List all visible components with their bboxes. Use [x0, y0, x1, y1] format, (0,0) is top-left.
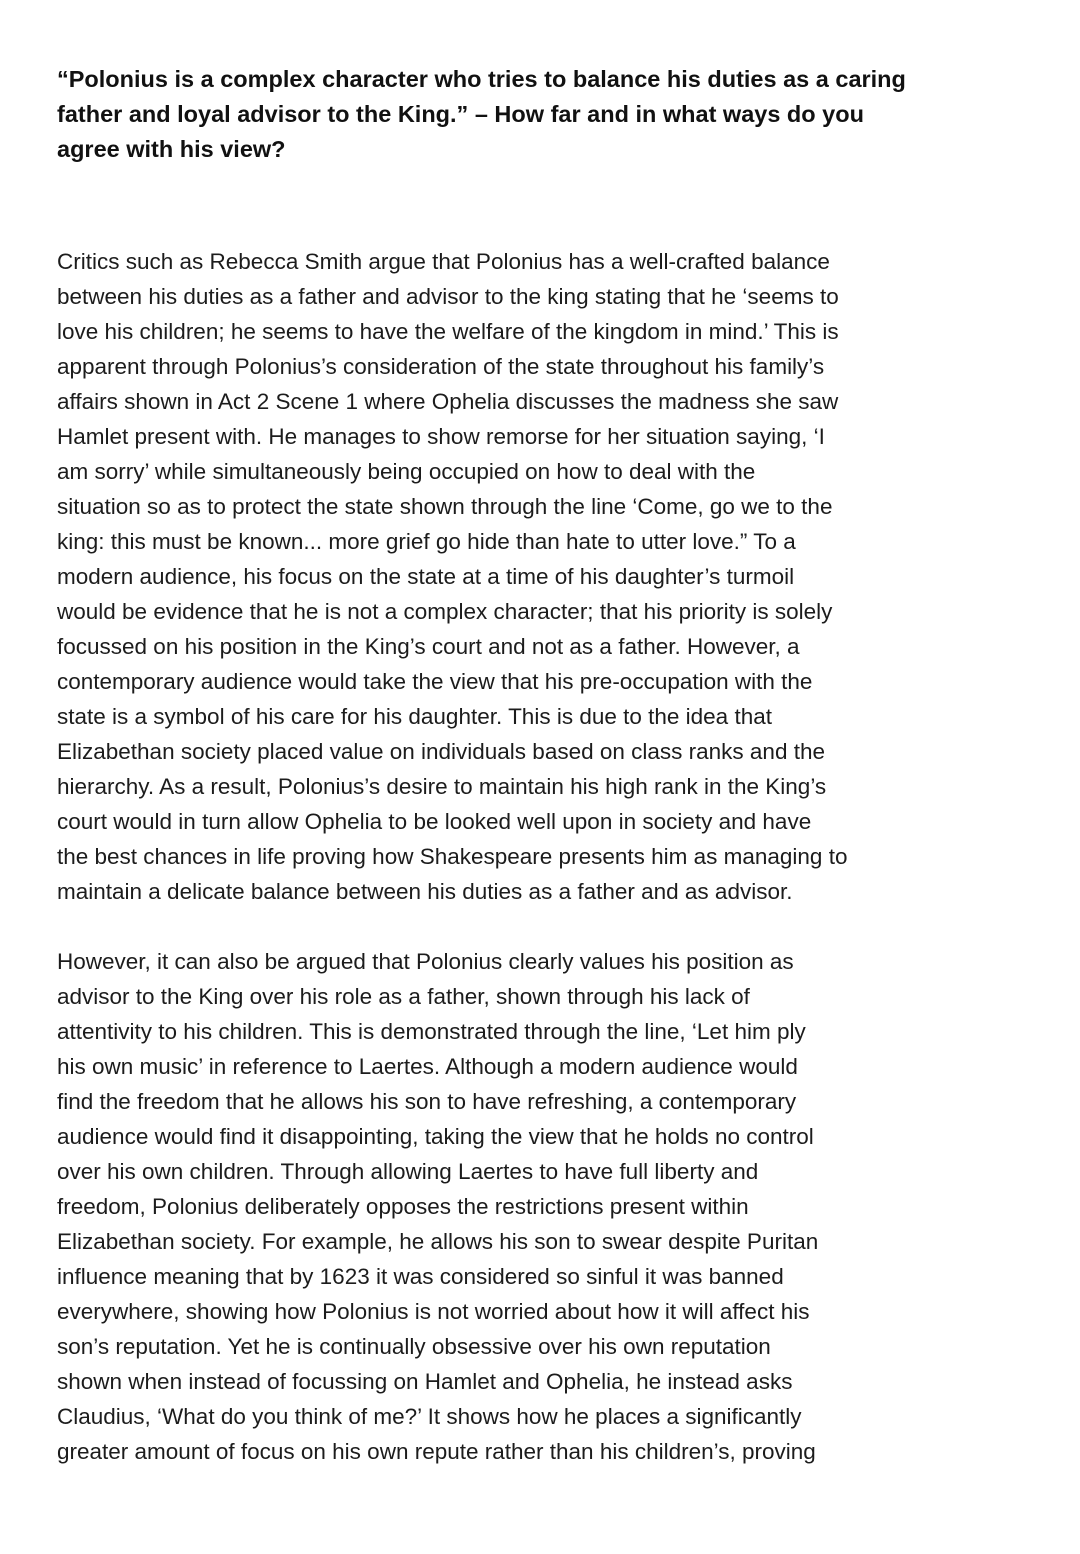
paragraph-line: hierarchy. As a result, Polonius’s desire to maintain his high rank in the King’s — [57, 774, 827, 799]
paragraph-line: shown when instead of focussing on Hamlet and Ophelia, he instead asks — [57, 1369, 793, 1394]
paragraph-line: the best chances in life proving how Shakespeare presents him as managing to — [57, 844, 848, 869]
paragraph-line: Claudius, ‘What do you think of me?’ It shows how he places a significantly — [57, 1404, 802, 1429]
paragraph-line: contemporary audience would take the view that his pre-occupation with the — [57, 669, 813, 694]
paragraph-line: am sorry’ while simultaneously being occupied on how to deal with the — [57, 459, 756, 484]
paragraph-line: situation so as to protect the state shown through the line ‘Come, go we to the — [57, 494, 833, 519]
paragraph-line: Hamlet present with. He manages to show remorse for her situation saying, ‘I — [57, 424, 825, 449]
essay-question — [57, 62, 982, 167]
essay-page — [57, 62, 982, 1469]
paragraph-line: son’s reputation. Yet he is continually obsessive over his own reputation — [57, 1334, 771, 1359]
paragraph-line: over his own children. Through allowing Laertes to have full liberty and — [57, 1159, 759, 1184]
paragraph-line: king: this must be known... more grief go hide than hate to utter love.” To a — [57, 529, 796, 554]
paragraph-line: freedom, Polonius deliberately opposes the restrictions present within — [57, 1194, 749, 1219]
paragraph-line: maintain a delicate balance between his duties as a father and as advisor. — [57, 879, 793, 904]
paragraph-2 — [57, 944, 982, 1469]
paragraph-line: would be evidence that he is not a complex character; that his priority is solely — [57, 599, 833, 624]
paragraph-line: attentivity to his children. This is demonstrated through the line, ‘Let him ply — [57, 1019, 806, 1044]
paragraph-line: focussed on his position in the King’s court and not as a father. However, a — [57, 634, 800, 659]
paragraph-line: However, it can also be argued that Polonius clearly values his position as — [57, 949, 794, 974]
paragraph-line: Critics such as Rebecca Smith argue that Polonius has a well-crafted balance — [57, 249, 830, 274]
paragraph-1 — [57, 244, 982, 909]
paragraph-line: court would in turn allow Ophelia to be looked well upon in society and have — [57, 809, 812, 834]
paragraph-line: find the freedom that he allows his son to have refreshing, a contemporary — [57, 1089, 797, 1114]
paragraph-line: influence meaning that by 1623 it was considered so sinful it was banned — [57, 1264, 784, 1289]
paragraph-line: advisor to the King over his role as a father, shown through his lack of — [57, 984, 750, 1009]
paragraph-line: Elizabethan society. For example, he allows his son to swear despite Puritan — [57, 1229, 819, 1254]
question-line: father and loyal advisor to the King.” – How far and in what ways do you — [57, 101, 864, 127]
paragraph-line: everywhere, showing how Polonius is not worried about how it will affect his — [57, 1299, 810, 1324]
question-line: agree with his view? — [57, 136, 286, 162]
paragraph-line: Elizabethan society placed value on individuals based on class ranks and the — [57, 739, 825, 764]
paragraph-line: greater amount of focus on his own repute rather than his children’s, proving — [57, 1439, 816, 1464]
paragraph-line: his own music’ in reference to Laertes. Although a modern audience would — [57, 1054, 798, 1079]
paragraph-line: between his duties as a father and advisor to the king stating that he ‘seems to — [57, 284, 839, 309]
question-line: “Polonius is a complex character who tries to balance his duties as a caring — [57, 66, 906, 92]
paragraph-line: love his children; he seems to have the welfare of the kingdom in mind.’ This is — [57, 319, 839, 344]
paragraph-line: affairs shown in Act 2 Scene 1 where Ophelia discusses the madness she saw — [57, 389, 839, 414]
paragraph-line: audience would find it disappointing, taking the view that he holds no control — [57, 1124, 814, 1149]
paragraph-line: modern audience, his focus on the state at a time of his daughter’s turmoil — [57, 564, 795, 589]
paragraph-line: state is a symbol of his care for his daughter. This is due to the idea that — [57, 704, 772, 729]
paragraph-line: apparent through Polonius’s consideration of the state throughout his family’s — [57, 354, 825, 379]
